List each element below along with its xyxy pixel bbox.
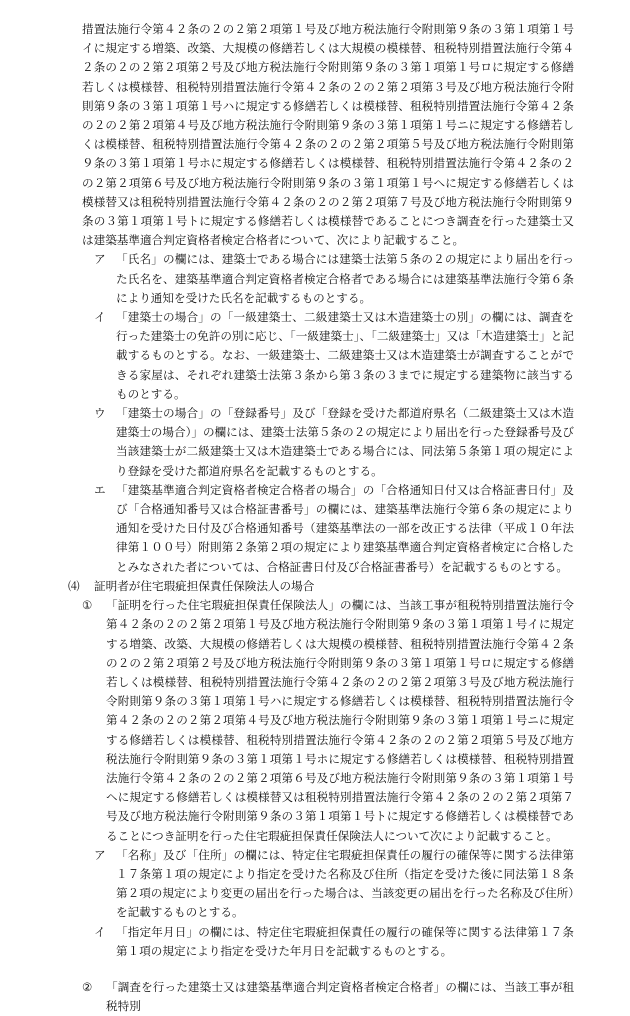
list-item-a [70, 250, 574, 308]
item-marker: ア [94, 847, 106, 862]
item-text: 「建築基準適合判定資格者検定合格者の場合」の「合格通知日付又は合格証書日付」及び「合格通知番号又は合格証書番号」の欄には、建築基準法施行令第６条の規定により通知を受けた日付及び合格通知番号（建築基準法の一部を改正する法律（平成１０年法律第１００号）附則第２条第２項の規定により建築基準適合判定資格者検定に合格したとみなされた者については、合格証書日付及び合格証書番号）を記載するものとする。 [116, 482, 574, 574]
item-marker: イ [94, 310, 106, 325]
item-text: 「建築士の場合」の「一級建築士、二級建築士又は木造建築士の別」の欄には、調査を行った建築士の免許の別に応じ、「一級建築士」、「二級建築士」又は「木造建築士」と記載するものとする。なお、一級建築士、二級建築士又は木造建築士が調査することができる家屋は、それぞれ建築士法第３条から第３条の３までに規定する建築物に該当するものとする。 [116, 310, 574, 401]
spacer [70, 961, 574, 978]
section-heading-4 [70, 577, 574, 596]
item-marker: ① [82, 598, 93, 613]
item-text: 「調査を行った建築士又は建築基準適合判定資格者検定合格者」の欄には、当該工事が租税特別 [106, 979, 574, 1014]
numbered-item-1 [70, 596, 574, 846]
list-item-e [70, 481, 574, 577]
item-marker: イ [94, 924, 106, 939]
item-text: 「名称」及び「住所」の欄には、特定住宅瑕疵担保責任の履行の確保等に関する法律第１７条第１項の規定により指定を受けた名称及び住所（指定を受けた後に同法第１８条第２項の規定により変更の届出を行った場合は、当該変更の届出を行った名称及び住所）を記載するものとする。 [116, 847, 574, 920]
item-text: 「建築士の場合」の「登録番号」及び「登録を受けた都道府県名（二級建築士又は木造建築士の場合）」の欄には、建築士法第５条の２の規定により届出を行った登録番号及び当該建築士が二級建築士又は木造建築士である場合には、同法第５条第１項の規定により登録を受けた都道府県名を記載するものとする。 [116, 406, 574, 478]
item-marker: ② [82, 979, 93, 994]
item-marker: エ [94, 482, 106, 497]
item-text: 「氏名」の欄には、建築士である場合には建築士法第５条の２の規定により届出を行った氏名を、建築基準適合判定資格者検定合格者である場合には建築基準法施行令第６条により通知を受けた氏名を記載するものとする。 [116, 252, 574, 305]
item-marker: ウ [94, 406, 106, 421]
list-item-a-2 [70, 846, 574, 923]
item-text: 「証明を行った住宅瑕疵担保責任保険法人」の欄には、当該工事が租税特別措置法施行令第４２条の２の２第２項第１号及び地方税法施行令附則第９条の３第１項第１号イに規定する増築、改築、大規模の修繕若しくは大規模の模様替、租税特別措置法施行令第４２条の２の２第２項第２号及び地方税法施行令附則第９条の３第１項第１号ロに規定する修繕若しくは模様替、租税特別措置法施行令第４２条の２の２第２項第３号及び地方税法施行令附則第９条の３第１項第１号ハに規定する修繕若しくは模様替、租税特別措置法施行令第４２条の２の２第２項第４号及び地方税法施行令附則第９条の３第１項第１号ニに規定する修繕若しくは模様替、租税特別措置法施行令第４２条の２の２第２項第５号及び地方税法施行令附則第９条の３第１項第１号ホに規定する修繕若しくは模様替、租税特別措置法施行令第４２条の２の２第２項第６号及び地方税法施行令附則第９条の３第１項第１号ヘに規定する修繕若しくは模様替又は租税特別措置法施行令第４２条の２の２第２項第７号及び地方税法施行令附則第９条の３第１項第１号トに規定する修繕若しくは模様替であることにつき証明を行った住宅瑕疵担保責任保険法人について次により記載すること。 [106, 598, 574, 843]
list-item-u [70, 404, 574, 481]
numbered-item-2 [70, 978, 574, 1016]
item-text: 「指定年月日」の欄には、特定住宅瑕疵担保責任の履行の確保等に関する法律第１７条第１項の規定により指定を受けた年月日を記載するものとする。 [116, 924, 574, 958]
section-title: 証明者が住宅瑕疵担保責任保険法人の場合 [94, 578, 315, 593]
section-number: ⑷ [68, 578, 80, 593]
list-item-i-2 [70, 923, 574, 961]
intro-paragraph: 措置法施行令第４２条の２の２第２項第１号及び地方税法施行令附則第９条の３第１項第１号イに規定する増築、改築、大規模の修繕若しくは大規模の模様替、租税特別措置法施行令第４２条の２の２第２項第２号及び地方税法施行令附則第９条の３第１項第１号ロに規定する修繕若しくは模様替、租税特別措置法施行令第４２条の２の２第２項第３号及び地方税法施行令附則第９条の３第１項第１号ハに規定する修繕若しくは模様替、租税特別措置法施行令第４２条の２の２第２項第４号及び地方税法施行令附則第９条の３第１項第１号ニに規定する修繕若しくは模様替、租税特別措置法施行令第４２条の２の２第２項第５号及び地方税法施行令附則第９条の３第１項第１号ホに規定する修繕若しくは模様替、租税特別措置法施行令第４２条の２の２第２項第６号及び地方税法施行令附則第９条の３第１項第１号へに規定する修繕若しくは模様替又は租税特別措置法施行令第４２条の２の２第２項第７号及び地方税法施行令附則第９条の３第１項第１号トに規定する修繕若しくは模様替であることにつき調査を行った建築士又は建築基準適合判定資格者検定合格者について、次により記載すること。 [82, 22, 574, 248]
list-item-i [70, 308, 574, 404]
item-marker: ア [94, 252, 106, 267]
